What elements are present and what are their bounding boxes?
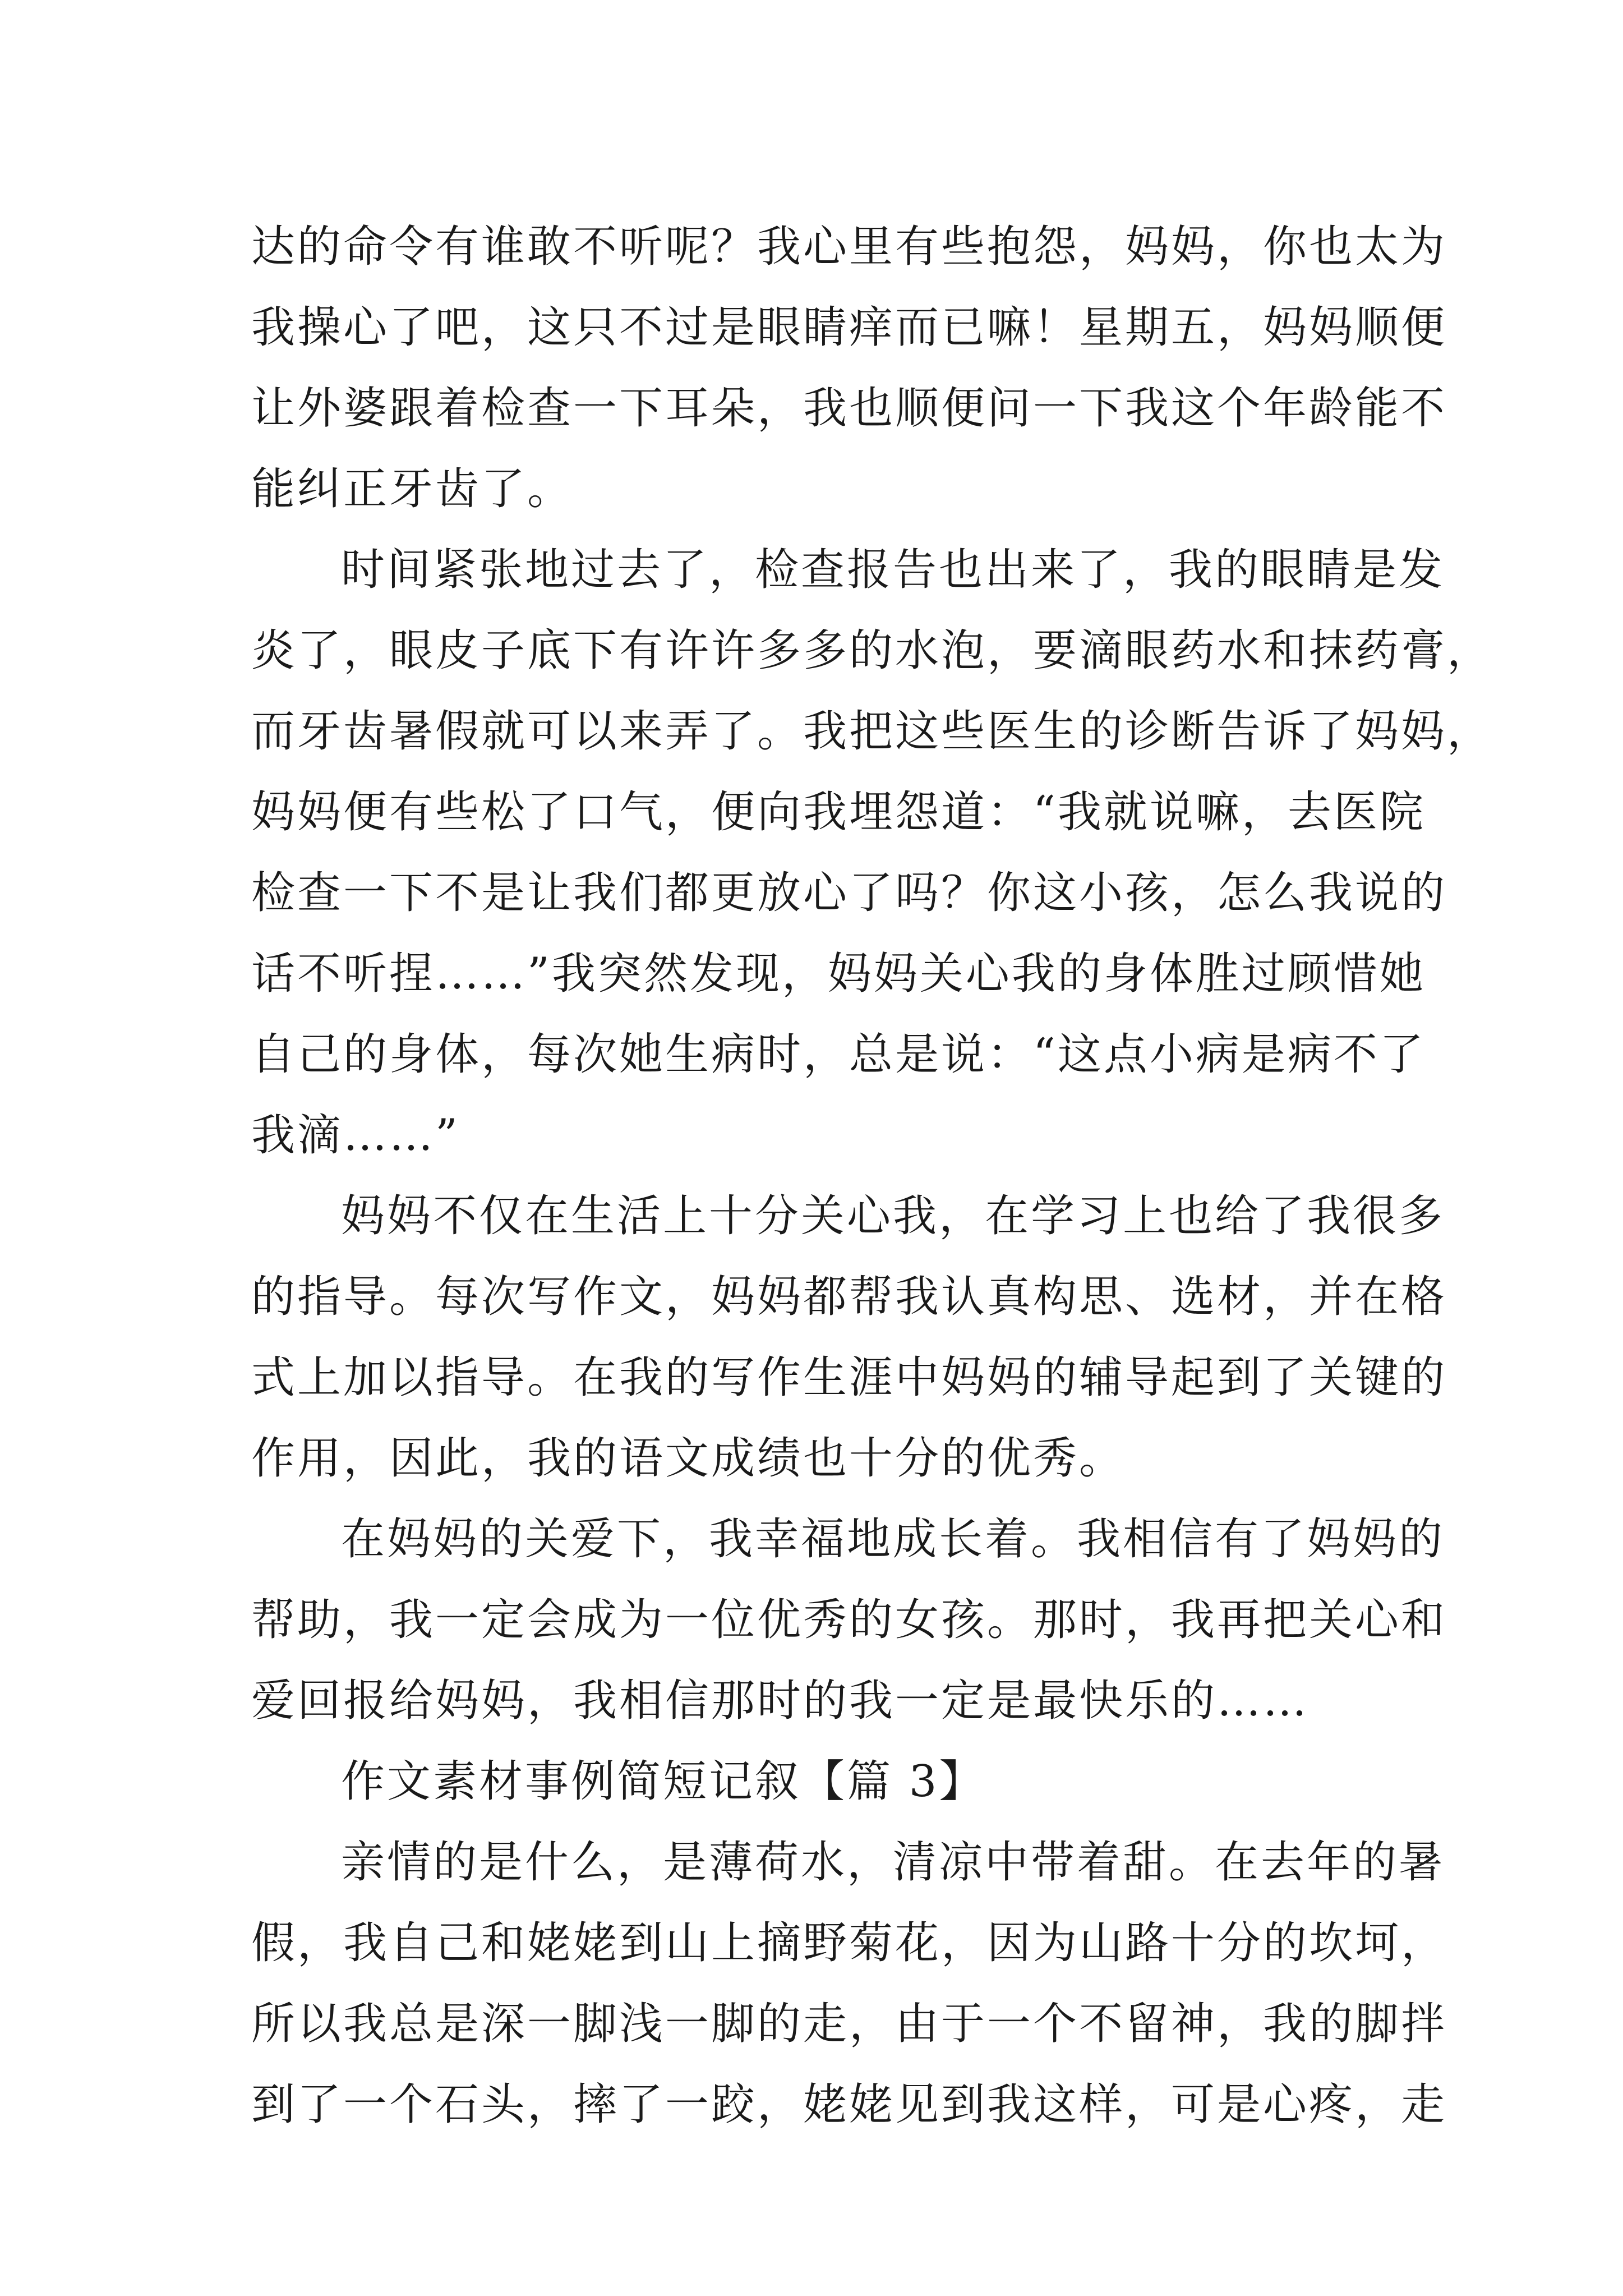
section-heading (251, 1741, 1390, 1822)
text-line: 的指导。每次写作文，妈妈都帮我认真构思、选材，并在格 (251, 1272, 1447, 1322)
text-line: 话不听捏……”我突然发现，妈妈关心我的身体胜过顾惜她 (251, 949, 1426, 999)
text-line: 让外婆跟着检查一下耳朵，我也顺便问一下我这个年龄能不 (251, 383, 1447, 434)
paragraph-4 (251, 1499, 1447, 1741)
text-line: 所以我总是深一脚浅一脚的走，由于一个不留神，我的脚拌 (251, 1999, 1447, 2049)
text-line: 时间紧张地过去了，检查报告也出来了，我的眼睛是发 (341, 545, 1445, 595)
text-line: 而牙齿暑假就可以来弄了。我把这些医生的诊断告诉了妈妈， (251, 706, 1493, 757)
text-line: 自己的身体，每次她生病时，总是说：“这点小病是病不了 (251, 1029, 1426, 1080)
text-line: 能纠正牙齿了。 (251, 464, 574, 514)
text-line: 妈妈不仅在生活上十分关心我，在学习上也给了我很多 (341, 1191, 1445, 1241)
text-line: 帮助，我一定会成为一位优秀的女孩。那时，我再把关心和 (251, 1595, 1447, 1645)
text-line: 式上加以指导。在我的写作生涯中妈妈的辅导起到了关键的 (251, 1352, 1447, 1403)
text-line: 爱回报给妈妈，我相信那时的我一定是最快乐的…… (251, 1676, 1310, 1726)
text-line: 在妈妈的关爱下，我幸福地成长着。我相信有了妈妈的 (341, 1514, 1445, 1565)
text-line: 到了一个石头，摔了一跤，姥姥见到我这样，可是心疼，走 (251, 2079, 1447, 2130)
text-line: 妈妈便有些松了口气，便向我埋怨道：“我就说嘛，去医院 (251, 787, 1426, 838)
text-line: 检查一下不是让我们都更放心了吗？你这小孩，怎么我说的 (251, 868, 1447, 918)
paragraph-1 (251, 206, 1447, 530)
text-line: 达的命令有谁敢不听呢？我心里有些抱怨，妈妈，你也太为 (251, 222, 1447, 272)
text-line: 我操心了吧，这只不过是眼睛痒而已嘛！星期五，妈妈顺便 (251, 302, 1447, 353)
paragraph-2 (251, 530, 1493, 1176)
paragraph-5 (251, 1822, 1447, 2145)
text-line: 假，我自己和姥姥到山上摘野菊花，因为山路十分的坎坷， (251, 1918, 1447, 1968)
text-line: 炎了，眼皮子底下有许许多多的水泡，要滴眼药水和抹药膏， (251, 625, 1493, 676)
paragraph-3 (251, 1176, 1447, 1499)
text-line: 亲情的是什么，是薄荷水，清凉中带着甜。在去年的暑 (341, 1837, 1445, 1888)
text-line: 作用，因此，我的语文成绩也十分的优秀。 (251, 1433, 1126, 1484)
heading-line: 作文素材事例简短记叙【篇 3】 (341, 1756, 985, 1807)
document-body (251, 206, 1493, 2145)
text-line: 我滴……” (251, 1110, 460, 1161)
